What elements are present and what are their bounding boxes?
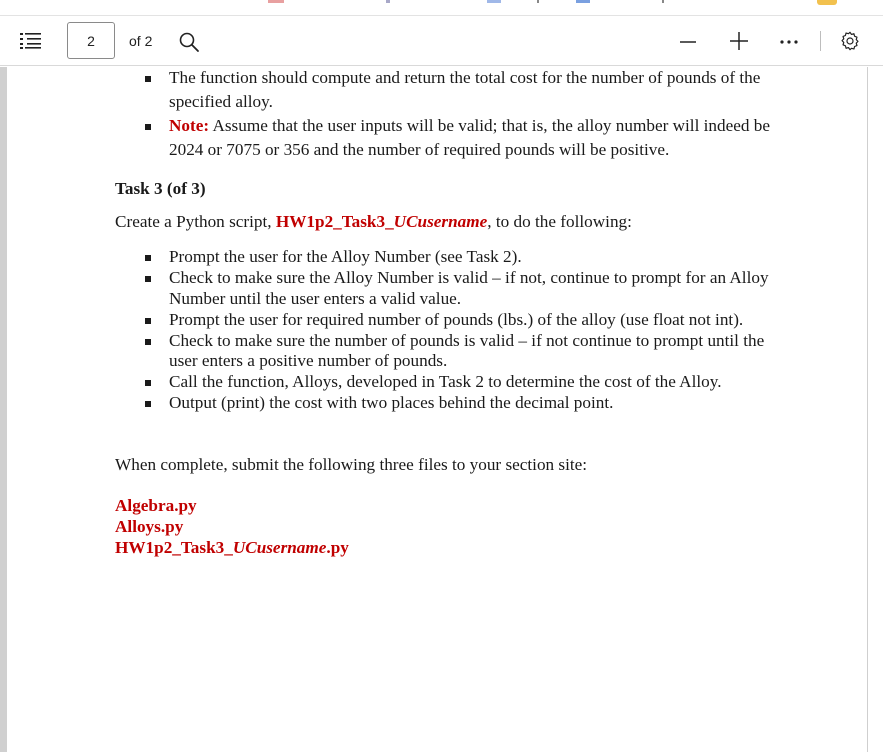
tab-fragment [662, 0, 664, 3]
pdf-toolbar [0, 16, 883, 66]
task3-bullet-line: Check to make sure the Alloy Number is valid – if not, continue to prompt for an Alloy [169, 268, 769, 287]
task3-bullet-line: Prompt the user for the Alloy Number (see Task 2). [169, 247, 522, 266]
note-label: Note: [169, 116, 210, 135]
task2-bullet-line: specified alloy. [169, 92, 273, 111]
extension-indicator [817, 0, 837, 5]
bullet [145, 124, 151, 130]
note-text: Assume that the user inputs will be valid; that is, the alloy number will indeed be [209, 116, 770, 135]
gear-icon [839, 30, 861, 52]
zoom-out-button[interactable] [674, 28, 702, 56]
bullet [145, 401, 151, 407]
file-task3-suffix: .py [326, 538, 349, 557]
plus-icon [728, 30, 750, 52]
script-name-italic: UCusername [393, 212, 488, 231]
script-name: HW1p2_Task3_ [275, 212, 394, 231]
settings-button[interactable] [836, 27, 864, 55]
task3-bullet-line: user enters a positive number of pounds. [169, 351, 448, 370]
browser-top-strip [0, 0, 883, 16]
intro-text: Create a Python script, [115, 212, 276, 231]
tab-fragment [576, 0, 590, 3]
bullet [145, 276, 151, 282]
file-task3-prefix: HW1p2_Task3_ [115, 538, 233, 557]
table-of-contents-button[interactable] [16, 29, 46, 53]
task2-bullet-line: The function should compute and return the total cost for the number of pounds of the [169, 68, 761, 87]
bullet [145, 318, 151, 324]
tab-fragment [386, 0, 390, 3]
list-icon [20, 32, 42, 50]
zoom-in-button[interactable] [724, 26, 754, 56]
bullet [145, 339, 151, 345]
toolbar-divider [820, 31, 821, 51]
tab-fragment [487, 0, 501, 3]
file-task3 [115, 538, 349, 558]
task3-bullet-line: Call the function, Alloys, developed in Task 2 to determine the cost of the Alloy. [169, 372, 722, 391]
bullet [145, 76, 151, 82]
pdf-page [7, 67, 868, 752]
task3-bullet-line: Output (print) the cost with two places behind the decimal point. [169, 393, 614, 412]
left-scroll-edge [0, 67, 7, 752]
bullet [145, 255, 151, 261]
note-line-2: 2024 or 7075 or 356 and the number of required pounds will be positive. [169, 140, 670, 159]
search-button[interactable] [176, 29, 202, 55]
more-options-button[interactable] [775, 28, 803, 56]
file-algebra: Algebra.py [115, 496, 197, 515]
task3-heading: Task 3 (of 3) [115, 179, 206, 198]
intro-text: , to do the following: [487, 212, 632, 231]
submit-instructions: When complete, submit the following three files to your section site: [115, 455, 588, 474]
tab-fragment [268, 0, 284, 3]
task3-bullet-line: Number until the user enters a valid value. [169, 289, 462, 308]
page-number-input[interactable] [67, 22, 115, 59]
note-line-1 [169, 116, 770, 136]
task3-bullet-line: Check to make sure the number of pounds is valid – if not continue to prompt until the [169, 331, 765, 350]
bullet [145, 380, 151, 386]
file-task3-italic: UCusername [232, 538, 327, 557]
task3-intro [115, 212, 632, 232]
minus-icon [678, 32, 698, 52]
page-count-label: of 2 [129, 33, 153, 49]
file-alloys: Alloys.py [115, 517, 184, 536]
task3-bullet-line: Prompt the user for required number of pounds (lbs.) of the alloy (use float not int). [169, 310, 744, 329]
more-icon [779, 39, 799, 45]
tab-fragment [537, 0, 539, 3]
search-icon [178, 31, 200, 53]
